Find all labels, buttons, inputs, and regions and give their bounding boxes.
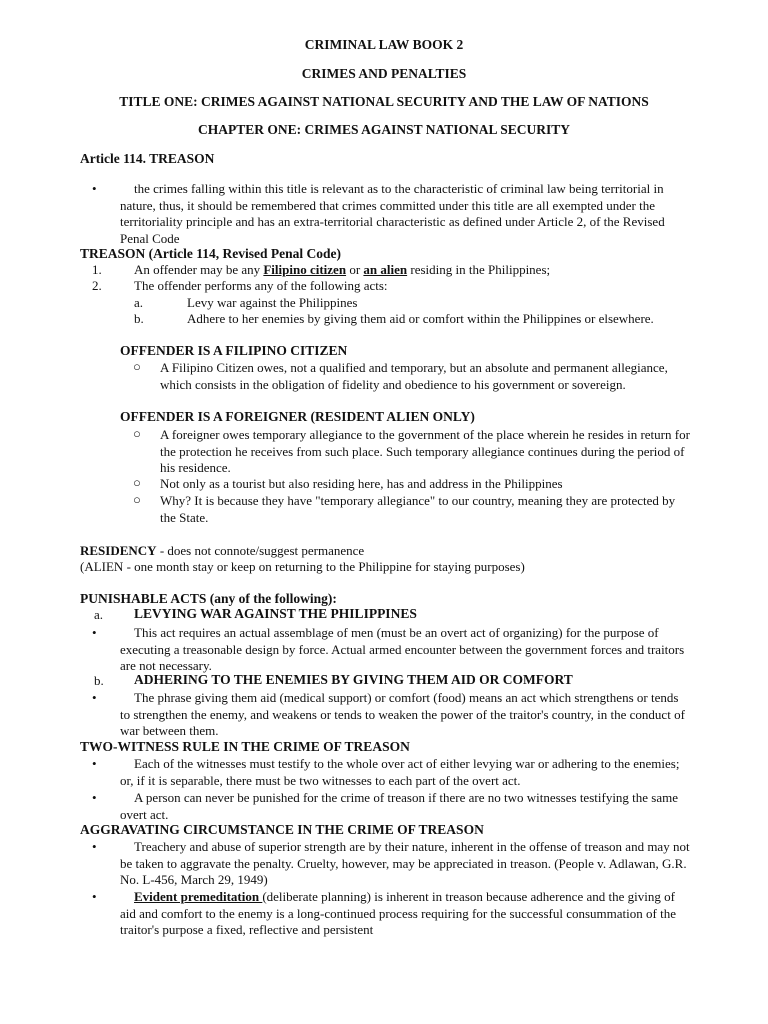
- sub-mark: a.: [94, 607, 104, 622]
- alien-note: (ALIEN - one month stay or keep on returning to the Philippine for staying purposes): [80, 559, 525, 574]
- two-witness-heading: TWO-WITNESS RULE IN THE CRIME OF TREASON: [80, 739, 410, 754]
- bullet-icon: •: [92, 690, 97, 705]
- bullet-icon: •: [92, 790, 97, 805]
- circle-bullet-icon: ○: [133, 359, 141, 374]
- aggravating-bullet-2-text: (deliberate planning) is inherent in treason because adherence and the giving of aid and comfort to the enemy is a long-continued process requiring for the successful consummation of the traitor's purpose a fixed, reflective and persistent: [120, 889, 676, 937]
- aggravating-bullet-2: [120, 889, 690, 939]
- circle-bullet-icon: ○: [133, 475, 141, 490]
- circle-bullet-icon: ○: [133, 492, 141, 507]
- two-witness-bullet-2: A person can never be punished for the crime of treason if there are no two witnesses testifying the same overt act.: [120, 790, 679, 822]
- bullet-icon: •: [92, 839, 97, 854]
- treason-item-1: [134, 262, 694, 279]
- article-heading: Article 114. TREASON: [80, 151, 215, 166]
- item1-text: An offender may be any: [134, 262, 264, 277]
- residency-definition: - does not connote/suggest permanence: [156, 543, 365, 558]
- filipino-heading: OFFENDER IS A FILIPINO CITIZEN: [120, 343, 348, 358]
- sub-mark: b.: [134, 311, 144, 326]
- levying-war-heading: LEVYING WAR AGAINST THE PHILIPPINES: [134, 606, 417, 621]
- foreigner-bullet-2: Not only as a tourist but also residing here, has and address in the Philippines: [160, 476, 563, 491]
- foreigner-bullet-1: A foreigner owes temporary allegiance to the government of the place wherein he resides in return for the protection he receives from such place. Such temporary allegiance continues during the period of his residence.: [160, 427, 690, 475]
- bullet-icon: •: [92, 889, 97, 904]
- residency-term: RESIDENCY: [80, 543, 157, 558]
- alien-term: an alien: [363, 262, 408, 277]
- sub-mark: a.: [134, 295, 144, 310]
- aggravating-bullet-1: Treachery and abuse of superior strength are by their nature, inherent in the offense of treason and may not be taken to aggravate the penalty. Cruelty, however, may be appreciated in treason. (People v. Adlawan, G.R. No. L-456, March 29, 1949): [120, 839, 690, 887]
- treason-item-2: The offender performs any of the following acts:: [134, 278, 388, 293]
- circle-bullet-icon: ○: [133, 426, 141, 441]
- book-title: CRIMINAL LAW BOOK 2: [304, 37, 464, 52]
- bullet-icon: •: [92, 181, 97, 196]
- punishable-heading: PUNISHABLE ACTS (any of the following):: [80, 591, 337, 606]
- filipino-bullet: A Filipino Citizen owes, not a qualified and temporary, but an absolute and permanent allegiance, which consists in the obligation of fidelity and obedience to his government or sovereign.: [160, 360, 668, 392]
- residency-line: [80, 543, 364, 560]
- sub-item-b: Adhere to her enemies by giving them aid or comfort within the Philippines or elsewhere.: [187, 311, 654, 326]
- intro-text: the crimes falling within this title is relevant as to the characteristic of criminal law being territorial in nature, thus, it should be remembered that crimes committed under this title are all exempted under the territoriality principle and has an extra-territorial characteristic as defined under Article 2, of the Revised Penal Code: [120, 181, 665, 246]
- list-number: 1.: [92, 262, 102, 277]
- treason-heading: TREASON (Article 114, Revised Penal Code): [80, 246, 341, 261]
- item1-text: residing in the Philippines;: [407, 262, 551, 277]
- levying-war-bullet: This act requires an actual assemblage of men (must be an overt act of organizing) for the purpose of executing a treasonable design by force. Actual armed encounter between the government forces and traitors are not necessary.: [120, 625, 685, 673]
- aggravating-heading: AGGRAVATING CIRCUMSTANCE IN THE CRIME OF TREASON: [80, 822, 484, 837]
- crimes-title: CRIMES AND PENALTIES: [301, 66, 467, 81]
- evident-premeditation-term: Evident premeditation: [134, 889, 263, 904]
- foreigner-heading: OFFENDER IS A FOREIGNER (RESIDENT ALIEN ONLY): [120, 409, 475, 424]
- foreigner-bullet-3: Why? It is because they have "temporary allegiance" to our country, meaning they are protected by the State.: [160, 493, 676, 525]
- item1-text: or: [346, 262, 364, 277]
- sub-mark: b.: [94, 673, 104, 688]
- adhering-bullet: The phrase giving them aid (medical support) or comfort (food) means an act which strengthens or tends to strengthen the enemy, and weakens or tends to weaken the power of the traitor's country, in the conduct of war between them.: [120, 690, 685, 738]
- two-witness-bullet-1: Each of the witnesses must testify to the whole over act of either levying war or adhering to the enemies; or, if it is separable, there must be two witnesses to each part of the overt act.: [120, 756, 680, 788]
- adhering-heading: ADHERING TO THE ENEMIES BY GIVING THEM AID OR COMFORT: [134, 672, 573, 687]
- sub-item-a: Levy war against the Philippines: [187, 295, 358, 310]
- bullet-icon: •: [92, 625, 97, 640]
- chapter-one-heading: CHAPTER ONE: CRIMES AGAINST NATIONAL SECURITY: [198, 122, 570, 137]
- title-one-heading: TITLE ONE: CRIMES AGAINST NATIONAL SECURITY AND THE LAW OF NATIONS: [119, 94, 649, 109]
- filipino-citizen-term: Filipino citizen: [263, 262, 347, 277]
- bullet-icon: •: [92, 756, 97, 771]
- list-number: 2.: [92, 278, 102, 293]
